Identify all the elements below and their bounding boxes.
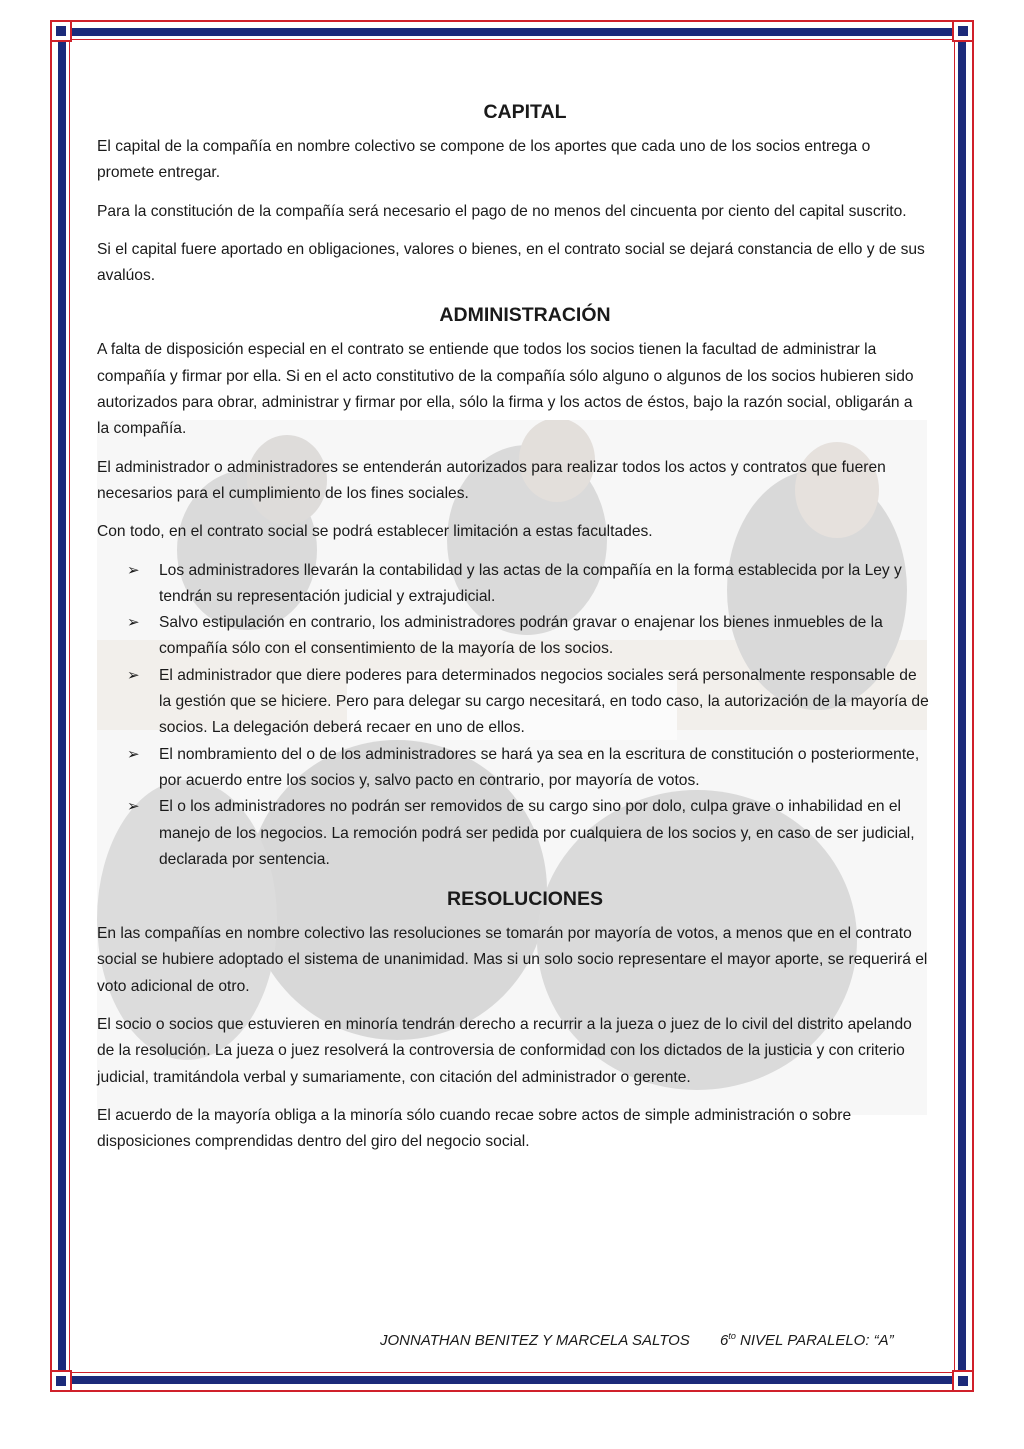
page-footer (380, 1331, 940, 1349)
arrow-bullet-icon: ➢ (127, 666, 140, 684)
paragraph: Si el capital fuere aportado en obligaciones, valores o bienes, en el contrato social se dejará constancia de ello y de sus avalúos. (97, 240, 925, 285)
arrow-bullet-icon: ➢ (127, 614, 140, 632)
paragraph: El administrador o administradores se entenderán autorizados para realizar todos los actos y contratos que fueren necesarios para el cumplimiento de los fines sociales. (97, 458, 886, 502)
paragraph: El acuerdo de la mayoría obliga a la minoría sólo cuando recae sobre actos de simple administración o sobre disposiciones comprendidas dentro del giro del negocio social. (97, 1106, 852, 1151)
footer-level (720, 1332, 894, 1349)
border-corner-ornament (50, 1370, 72, 1392)
list-item (97, 558, 929, 611)
arrow-bullet-icon: ➢ (127, 798, 140, 816)
list-item (97, 663, 929, 742)
section-heading-administracion: ADMINISTRACIÓN (439, 304, 611, 327)
arrow-bullet-icon: ➢ (127, 745, 140, 763)
footer-level-suffix: to (728, 1331, 736, 1341)
paragraph: Con todo, en el contrato social se podrá establecer limitación a estas facultades. (97, 523, 653, 541)
arrow-bullet-icon: ➢ (127, 561, 140, 579)
list-item (97, 794, 929, 873)
list-item-text: Salvo estipulación en contrario, los administradores podrán gravar o enajenar los bienes inmuebles de la compañía sólo con el consentimiento de la mayoría de los socios. (159, 614, 883, 658)
footer-authors: JONNATHAN BENITEZ Y MARCELA SALTOS (380, 1332, 690, 1349)
list-item-text: El administrador que diere poderes para determinados negocios sociales será personalmente responsable de la gestión que se hiciere. Pero para delegar su cargo necesitará, en todo caso, la autorización de la mayoría de socios. La delegación deberá recaer en uno de ellos. (159, 666, 929, 737)
list-item-text: El o los administradores no podrán ser removidos de su cargo sino por dolo, culpa grave o inhabilidad en el manejo de los negocios. La remoción podrá ser pedida por cualquiera de los socios y, en caso de ser judicial, declarada por sentencia. (159, 798, 915, 868)
list-item-text: Los administradores llevarán la contabilidad y las actas de la compañía en la forma establecida por la Ley y tendrán su representación judicial y extrajudicial. (159, 561, 902, 605)
footer-level-text: NIVEL PARALELO: “A” (735, 1332, 894, 1349)
bullet-list (97, 558, 929, 874)
footer-level-number: 6 (719, 1332, 729, 1349)
paragraph: A falta de disposición especial en el contrato se entiende que todos los socios tienen la facultad de administrar la compañía y firmar por ella. Si en el acto constitutivo de la compañía sólo alguno o algunos de los socios hubieren sido autorizados para obrar, administrar y firmar por ella, sólo la firma y los actos de éstos, bajo la razón social, obligarán a la compañía. (97, 341, 914, 438)
paragraph: En las compañías en nombre colectivo las resoluciones se tomarán por mayoría de votos, a menos que en el contrato social se hubiere adoptado el sistema de unanimidad. Mas si un solo socio representare el mayor aporte, se requerirá el voto adicional de otro. (97, 925, 928, 995)
section-heading-resoluciones: RESOLUCIONES (446, 888, 604, 911)
border-corner-ornament (50, 20, 72, 42)
border-corner-ornament (952, 1370, 974, 1392)
border-corner-ornament (952, 20, 974, 42)
paragraph: Para la constitución de la compañía será necesario el pago de no menos del cincuenta por ciento del capital suscrito. (97, 202, 907, 220)
paragraph: El capital de la compañía en nombre colectivo se compone de los aportes que cada uno de los socios entrega o promete entregar. (97, 138, 871, 182)
document-body (97, 98, 929, 1156)
section-heading-capital: CAPITAL (483, 101, 567, 123)
list-item-text: El nombramiento del o de los administradores se hará ya sea en la escritura de constitución o posteriormente, por acuerdo entre los socios y, salvo pacto en contrario, por mayoría de votos. (159, 745, 920, 789)
paragraph: El socio o socios que estuvieren en minoría tendrán derecho a recurrir a la jueza o juez de lo civil del distrito apelando de la resolución. La jueza o juez resolverá la controversia de conformidad con los dictados de la justicia y con criterio judicial, tramitándola verbal y sumariamente, con citación del administrador o gerente. (97, 1016, 912, 1086)
list-item (97, 610, 929, 663)
list-item (97, 742, 929, 795)
